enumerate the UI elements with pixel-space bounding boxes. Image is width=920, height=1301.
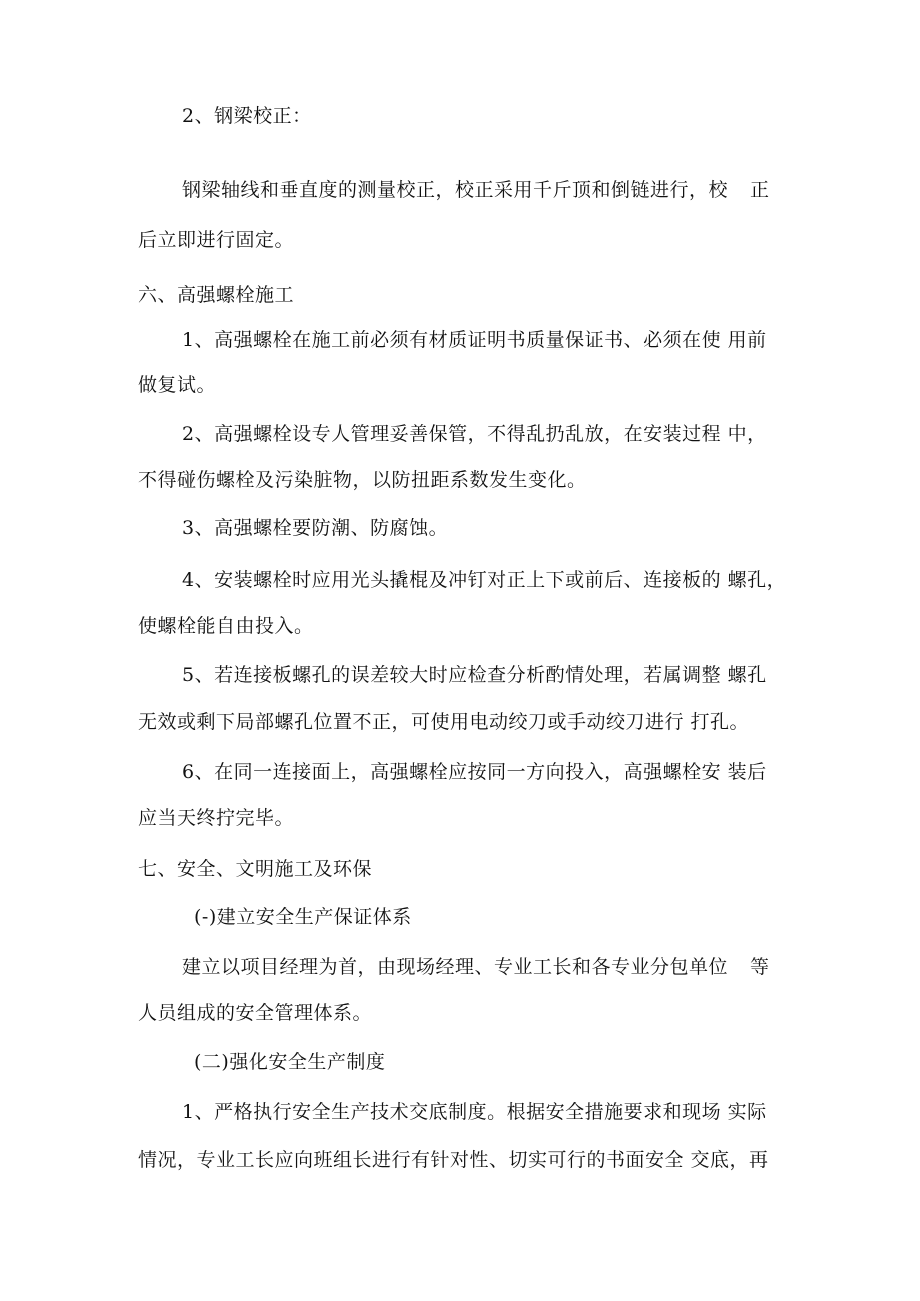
paragraph-line: 5、若连接板螺孔的误差较大时应检查分析酌情处理，若属调整 螺孔: [182, 664, 767, 686]
paragraph-line: 不得碰伤螺栓及污染脏物，以防扭距系数发生变化。: [138, 469, 587, 491]
paragraph-line: 情况，专业工长应向班组长进行有针对性、切实可行的书面安全 交底，再: [138, 1149, 769, 1171]
section-heading-high-strength-bolts: 六、高强螺栓施工: [138, 284, 295, 306]
section-heading-safety: 七、安全、文明施工及环保: [138, 858, 373, 880]
paragraph-line: [182, 955, 770, 979]
text-segment: 等: [750, 956, 770, 978]
paragraph-line: 无效或剩下局部螺孔位置不正，可使用电动绞刀或手动绞刀进行 打孔。: [138, 711, 750, 733]
paragraph-line: [182, 178, 770, 202]
paragraph-line: 后立即进行固定。: [138, 229, 295, 251]
text-segment: 正: [750, 179, 770, 201]
paragraph-line: 使螺栓能自由投入。: [138, 615, 314, 637]
text-segment: 建立以项目经理为首，由现场经理、专业工长和各专业分包单位: [182, 956, 729, 978]
paragraph-line: 人员组成的安全管理体系。: [138, 1002, 373, 1024]
paragraph-line: 应当天终拧完毕。: [138, 807, 295, 829]
paragraph-line: 4、安装螺栓时应用光头撬棍及冲钉对正上下或前后、连接板的 螺孔，: [182, 569, 787, 591]
subsection-heading: (-)建立安全生产保证体系: [194, 906, 412, 928]
paragraph-line: 2、高强螺栓设专人管理妥善保管，不得乱扔乱放，在安装过程 中，: [182, 423, 767, 445]
paragraph-line: 做复试。: [138, 374, 217, 396]
subsection-heading: (二)强化安全生产制度: [194, 1051, 386, 1073]
paragraph-line: 3、高强螺栓要防潮、防腐蚀。: [182, 517, 449, 539]
paragraph-line: 6、在同一连接面上，高强螺栓应按同一方向投入，高强螺栓安 装后: [182, 761, 767, 783]
text-segment: 钢梁轴线和垂直度的测量校正，校正采用千斤顶和倒链进行，校: [182, 179, 729, 201]
paragraph-line: 1、严格执行安全生产技术交底制度。根据安全措施要求和现场 实际: [182, 1101, 767, 1123]
paragraph-line: 1、高强螺栓在施工前必须有材质证明书质量保证书、必须在使 用前: [182, 329, 767, 351]
heading-steel-beam-correction: 2、钢梁校正：: [182, 105, 312, 127]
